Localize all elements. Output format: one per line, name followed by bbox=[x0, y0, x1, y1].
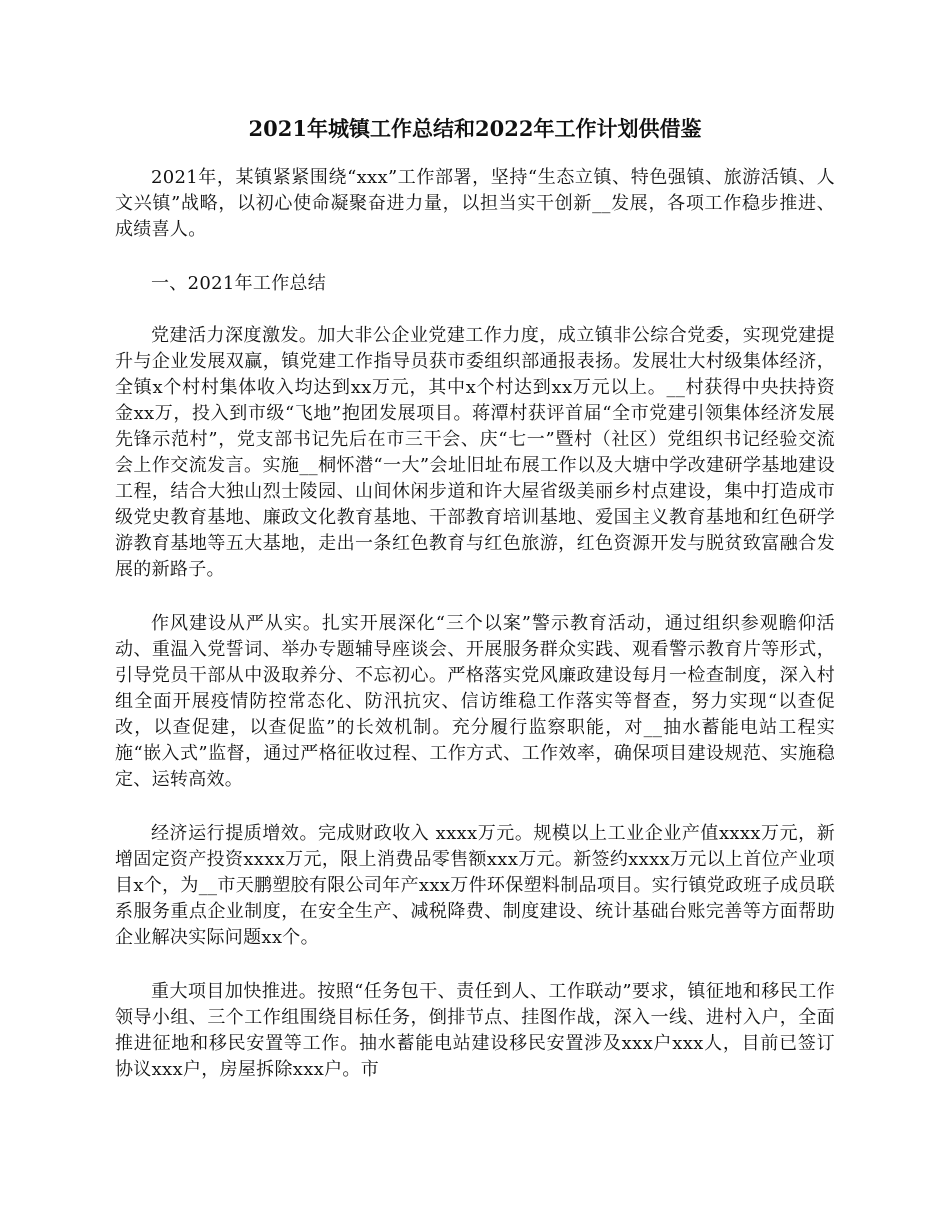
paragraph-intro: 2021年，某镇紧紧围绕“xxx”工作部署，坚持“生态立镇、特色强镇、旅游活镇、人文兴镇”战略，以初心使命凝聚奋进力量，以担当实干创新__发展，各项工作稳步推进、成绩喜人。 bbox=[115, 167, 835, 240]
paragraph-party-building: 党建活力深度激发。加大非公企业党建工作力度，成立镇非公综合党委，实现党建提升与企业发展双赢，镇党建工作指导员获市委组织部通报表扬。发展壮大村级集体经济，全镇x个村村集体收入均达到xx万元，其中x个村达到xx万元以上。__村获得中央扶持资金xx万，投入到市级“飞地”抱团发展项目。蒋潭村获评首届“全市党建引领集体经济发展先锋示范村”，党支部书记先后在市三干会、庆“七一”暨村（社区）党组织书记经验交流会上作交流发言。实施__桐怀潜“一大”会址旧址布展工作以及大塘中学改建研学基地建设工程，结合大独山烈士陵园、山间休闲步道和许大屋省级美丽乡村点建设，集中打造成市级党史教育基地、廉政文化教育基地、干部教育培训基地、爱国主义教育基地和红色研学游教育基地等五大基地，走出一条红色教育与红色旅游，红色资源开发与脱贫致富融合发展的新路子。 bbox=[115, 325, 835, 580]
document-title: 2021年城镇工作总结和2022年工作计划供借鉴 bbox=[248, 116, 702, 141]
paragraph-economy: 经济运行提质增效。完成财政收入 xxxx万元。规模以上工业企业产值xxxx万元，新增固定资产投资xxxx万元，限上消费品零售额xxx万元。新签约xxxx万元以上首位产业项目x个，为__市天鹏塑胶有限公司年产xxx万件环保塑料制品项目。实行镇党政班子成员联系服务重点企业制度，在安全生产、减税降费、制度建设、统计基础台账完善等方面帮助企业解决实际问题xx个。 bbox=[115, 823, 835, 948]
section-heading: 一、2021年工作总结 bbox=[151, 273, 327, 294]
paragraph-work-style: 作风建设从严从实。扎实开展深化“三个以案”警示教育活动，通过组织参观瞻仰活动、重温入党誓词、举办专题辅导座谈会、开展服务群众实践、观看警示教育片等形式，引导党员干部从中汲取养分、不忘初心。严格落实党风廉政建设每月一检查制度，深入村组全面开展疫情防控常态化、防汛抗灾、信访维稳工作落实等督查，努力实现“以查促改，以查促建，以查促监”的长效机制。充分履行监察职能，对__抽水蓄能电站工程实施“嵌入式”监督，通过严格征收过程、工作方式、工作效率，确保项目建设规范、实施稳定、运转高效。 bbox=[115, 613, 835, 790]
paragraph-major-projects: 重大项目加快推进。按照“任务包干、责任到人、工作联动”要求，镇征地和移民工作领导小组、三个工作组围绕目标任务，倒排节点、挂图作战，深入一线、进村入户，全面推进征地和移民安置等工作。抽水蓄能电站建设移民安置涉及xxx户xxx人，目前已签订协议xxx户，房屋拆除xxx户。市 bbox=[115, 981, 835, 1080]
document-body bbox=[115, 165, 835, 1111]
